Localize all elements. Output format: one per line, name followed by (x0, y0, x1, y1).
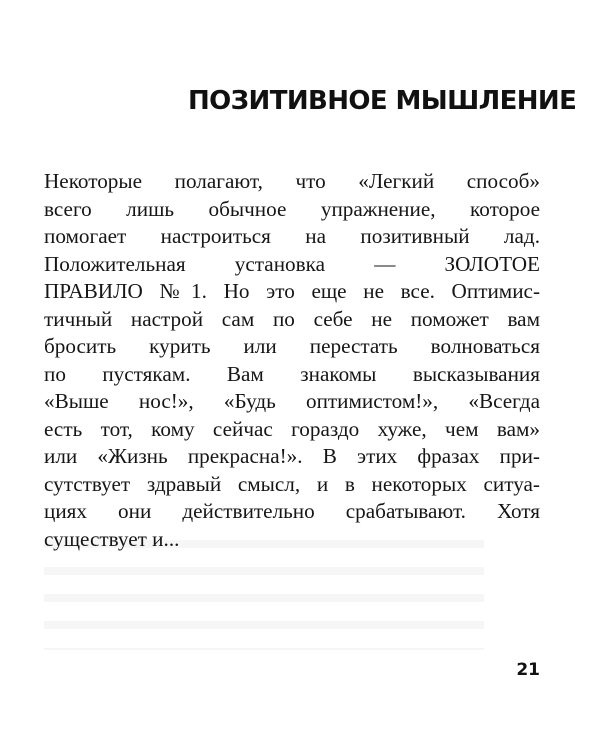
paragraph-line: бросить курить или перестать волноваться (44, 334, 540, 358)
paragraph-line: есть тот, кому сейчас гораздо хуже, чем вам» (44, 416, 540, 441)
paragraph-line: помогает настроиться на позитивный лад. (44, 224, 540, 248)
paragraph-line: «Выше нос!», «Будь оптимистом!», «Всегда (44, 389, 540, 413)
paragraph-line: ПРАВИЛО №1. Но это еще не все. Оптимис- (44, 279, 540, 303)
paragraph-line: по пустякам. Вам знакомы высказывания (44, 361, 540, 386)
paragraph-line: сутствует здравый смысл, и в некоторых ситуа- (44, 471, 540, 496)
paragraph-line: тичный настрой сам по себе не поможет вам (44, 306, 540, 331)
paragraph-line: существует и... (44, 526, 180, 551)
paragraph-line: всего лишь обычное упражнение, которое (44, 196, 540, 221)
show-through-from-reverse-side (44, 540, 484, 650)
chapter-heading: ПОЗИТИВНОЕ МЫШЛЕНИЕ (188, 86, 577, 116)
page-number: 21 (516, 660, 540, 680)
body-paragraph (44, 168, 540, 553)
paragraph-line: Некоторые полагают, что «Легкий способ» (44, 169, 540, 193)
paragraph-line: циях они действительно срабатывают. Хотя (44, 499, 540, 523)
paragraph-line: или «Жизнь прекрасна!». В этих фразах при- (44, 444, 540, 468)
paragraph-line: Положительная установка — ЗОЛОТОЕ (44, 251, 540, 276)
